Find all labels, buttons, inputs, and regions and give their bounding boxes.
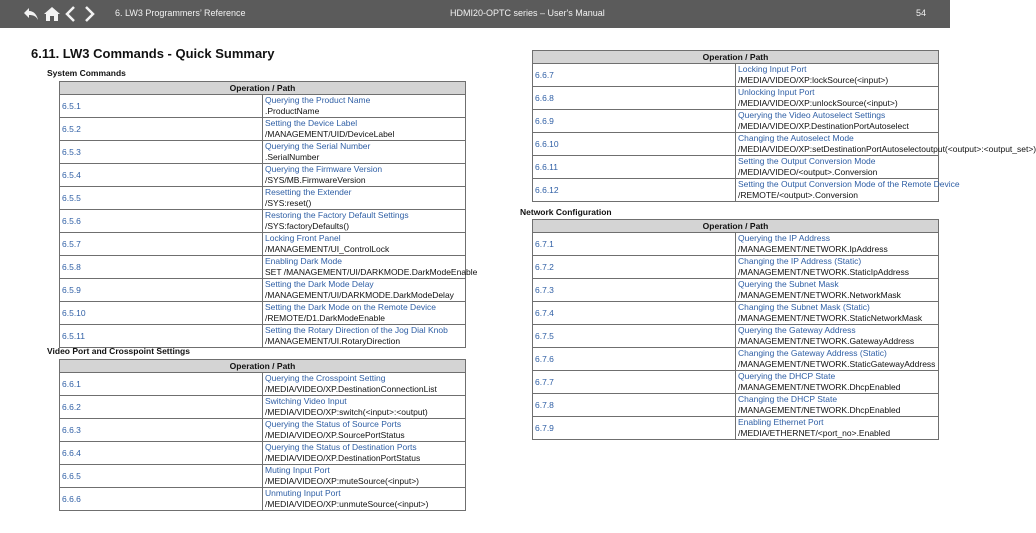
operation-cell (736, 256, 939, 279)
section-number[interactable]: 6.5.11 (60, 325, 263, 348)
column-header: Operation / Path (533, 51, 939, 64)
section-number[interactable]: 6.5.3 (60, 141, 263, 164)
table-row (533, 279, 939, 302)
table-row (533, 348, 939, 371)
table-row (60, 442, 466, 465)
section-title: 6.11. LW3 Commands - Quick Summary (31, 46, 275, 61)
command-path: .SerialNumber (265, 152, 320, 162)
operation-link[interactable]: Querying the IP Address (738, 233, 830, 243)
command-path: /MEDIA/VIDEO/XP.DestinationPortAutoselect (738, 121, 909, 131)
table-row (533, 325, 939, 348)
operation-link[interactable]: Restoring the Factory Default Settings (265, 210, 409, 220)
table-row (60, 141, 466, 164)
command-path: /MEDIA/VIDEO/XP.DestinationPortStatus (265, 453, 421, 463)
operation-link[interactable]: Unlocking Input Port (738, 87, 815, 97)
section-number[interactable]: 6.5.9 (60, 279, 263, 302)
table-row (60, 465, 466, 488)
operation-cell (263, 465, 466, 488)
operation-cell (263, 118, 466, 141)
operation-cell (736, 371, 939, 394)
command-path: /MANAGEMENT/NETWORK.StaticGatewayAddress (738, 359, 936, 369)
operation-cell (263, 442, 466, 465)
operation-link[interactable]: Querying the Serial Number (265, 141, 371, 151)
section-number[interactable]: 6.7.7 (533, 371, 736, 394)
command-path: /MEDIA/VIDEO/XP:setDestinationPortAutoselectoutput(<output>:<output_set>) (738, 144, 1036, 154)
table-row (60, 233, 466, 256)
section-number[interactable]: 6.6.9 (533, 110, 736, 133)
table-row (60, 396, 466, 419)
operation-link[interactable]: Locking Input Port (738, 64, 807, 74)
column-header: Operation / Path (60, 360, 466, 373)
operation-link[interactable]: Setting the Device Label (265, 118, 358, 128)
command-path: /MEDIA/VIDEO/XP.DestinationConnectionList (265, 384, 437, 394)
operation-link[interactable]: Setting the Output Conversion Mode (738, 156, 876, 166)
section-number[interactable]: 6.6.4 (60, 442, 263, 465)
operation-cell (263, 373, 466, 396)
operation-link[interactable]: Changing the IP Address (Static) (738, 256, 862, 266)
operation-link[interactable]: Querying the Subnet Mask (738, 279, 839, 289)
command-path: /MANAGEMENT/NETWORK.IpAddress (738, 244, 888, 254)
command-path: /REMOTE/<output>.Conversion (738, 190, 859, 200)
video-settings-table (59, 359, 466, 511)
table-row (60, 419, 466, 442)
command-path: /MANAGEMENT/UID/DeviceLabel (265, 129, 395, 139)
table-row (533, 87, 939, 110)
operation-link[interactable]: Changing the Autoselect Mode (738, 133, 854, 143)
operation-cell (263, 210, 466, 233)
table-row (60, 256, 466, 279)
table-row (533, 233, 939, 256)
operation-cell (263, 141, 466, 164)
section-number[interactable]: 6.6.10 (533, 133, 736, 156)
operation-cell (736, 417, 939, 440)
command-path: /MEDIA/VIDEO/<output>.Conversion (738, 167, 878, 177)
section-number[interactable]: 6.6.6 (60, 488, 263, 511)
section-number[interactable]: 6.5.8 (60, 256, 263, 279)
network-configuration-title: Network Configuration (520, 207, 612, 217)
table-row (533, 179, 939, 202)
table-row (533, 302, 939, 325)
operation-cell (736, 233, 939, 256)
operation-link[interactable]: Resetting the Extender (265, 187, 352, 197)
column-header: Operation / Path (60, 82, 466, 95)
operation-cell (263, 164, 466, 187)
operation-cell (263, 325, 466, 348)
operation-link[interactable]: Querying the Firmware Version (265, 164, 383, 174)
operation-link[interactable]: Enabling Ethernet Port (738, 417, 824, 427)
return-icon[interactable] (22, 5, 40, 23)
operation-link[interactable]: Changing the Gateway Address (Static) (738, 348, 887, 358)
table-row (60, 488, 466, 511)
section-number[interactable]: 6.6.11 (533, 156, 736, 179)
operation-link[interactable]: Locking Front Panel (265, 233, 341, 243)
operation-cell (736, 279, 939, 302)
section-number[interactable]: 6.5.2 (60, 118, 263, 141)
command-path: /MEDIA/VIDEO/XP:muteSource(<input>) (265, 476, 420, 486)
command-path: /MANAGEMENT/UI_ControlLock (265, 244, 390, 254)
section-number[interactable]: 6.6.7 (533, 64, 736, 87)
command-path: /MANAGEMENT/NETWORK.GatewayAddress (738, 336, 915, 346)
operation-cell (263, 233, 466, 256)
section-number[interactable]: 6.6.1 (60, 373, 263, 396)
operation-link[interactable]: Setting the Dark Mode Delay (265, 279, 374, 289)
command-path: /MANAGEMENT/NETWORK.StaticIpAddress (738, 267, 909, 277)
command-path: /MEDIA/VIDEO/XP:unlockSource(<input>) (738, 98, 898, 108)
command-path: /MEDIA/VIDEO/XP:lockSource(<input>) (738, 75, 889, 85)
breadcrumb[interactable]: 6. LW3 Programmers’ Reference (115, 8, 246, 18)
section-number[interactable]: 6.7.5 (533, 325, 736, 348)
table-row (533, 371, 939, 394)
table-row (60, 325, 466, 348)
previous-page-icon[interactable] (64, 5, 82, 23)
system-commands-table (59, 81, 478, 348)
command-path: /MANAGEMENT/NETWORK.DhcpEnabled (738, 382, 901, 392)
operation-cell (263, 488, 466, 511)
command-path: /REMOTE/D1.DarkModeEnable (265, 313, 385, 323)
operation-cell (736, 179, 960, 202)
command-path: .ProductName (265, 106, 320, 116)
section-number[interactable]: 6.5.1 (60, 95, 263, 118)
operation-cell (736, 302, 939, 325)
table-row (533, 110, 939, 133)
table-row (60, 118, 466, 141)
section-number[interactable]: 6.6.5 (60, 465, 263, 488)
operation-cell (736, 64, 939, 87)
operation-link[interactable]: Querying the Product Name (265, 95, 371, 105)
section-number[interactable]: 6.6.2 (60, 396, 263, 419)
section-number[interactable]: 6.7.1 (533, 233, 736, 256)
section-number[interactable]: 6.5.7 (60, 233, 263, 256)
command-path: /MANAGEMENT/UI.RotaryDirection (265, 336, 401, 346)
operation-link[interactable]: Muting Input Port (265, 465, 330, 475)
section-number[interactable]: 6.7.2 (533, 256, 736, 279)
operation-cell (736, 325, 939, 348)
operation-link[interactable]: Querying the Status of Destination Ports (265, 442, 417, 452)
command-path: /MANAGEMENT/NETWORK.NetworkMask (738, 290, 901, 300)
command-path: /SYS:reset() (265, 198, 312, 208)
section-number[interactable]: 6.7.6 (533, 348, 736, 371)
section-number[interactable]: 6.7.8 (533, 394, 736, 417)
operation-link[interactable]: Unmuting Input Port (265, 488, 341, 498)
operation-cell (263, 279, 466, 302)
section-number[interactable]: 6.5.5 (60, 187, 263, 210)
table-row (533, 156, 939, 179)
video-settings-table-continued (532, 50, 1036, 202)
section-number[interactable]: 6.6.12 (533, 179, 736, 202)
operation-cell (263, 419, 466, 442)
operation-link[interactable]: Changing the DHCP State (738, 394, 838, 404)
operation-cell (736, 87, 939, 110)
table-row (533, 394, 939, 417)
operation-cell (736, 394, 939, 417)
operation-link[interactable]: Setting the Rotary Direction of the Jog Dial Knob (265, 325, 448, 335)
operation-cell (736, 133, 1036, 156)
operation-cell (263, 256, 478, 279)
operation-cell (263, 396, 466, 419)
operation-cell (263, 187, 466, 210)
table-row (60, 164, 466, 187)
section-number[interactable]: 6.6.8 (533, 87, 736, 110)
command-path: /SYS:factoryDefaults() (265, 221, 350, 231)
section-number[interactable]: 6.6.3 (60, 419, 263, 442)
next-page-icon[interactable] (82, 5, 100, 23)
operation-link[interactable]: Querying the DHCP State (738, 371, 836, 381)
video-settings-title: Video Port and Crosspoint Settings (47, 346, 190, 356)
operation-link[interactable]: Switching Video Input (265, 396, 347, 406)
operation-link[interactable]: Enabling Dark Mode (265, 256, 343, 266)
command-path: /MEDIA/ETHERNET/<port_no>.Enabled (738, 428, 891, 438)
command-path: /MANAGEMENT/NETWORK.StaticNetworkMask (738, 313, 923, 323)
section-number[interactable]: 6.7.4 (533, 302, 736, 325)
command-path: /MEDIA/VIDEO/XP:unmuteSource(<input>) (265, 499, 429, 509)
table-row (60, 187, 466, 210)
operation-link[interactable]: Changing the Subnet Mask (Static) (738, 302, 870, 312)
network-configuration-table (532, 219, 939, 440)
table-row (533, 64, 939, 87)
table-row (60, 302, 466, 325)
table-row (533, 417, 939, 440)
page-number: 54 (916, 8, 927, 18)
operation-cell (263, 95, 466, 118)
operation-cell (736, 348, 939, 371)
home-icon[interactable] (43, 5, 61, 23)
section-number[interactable]: 6.5.4 (60, 164, 263, 187)
section-number[interactable]: 6.5.6 (60, 210, 263, 233)
command-path: /SYS/MB.FirmwareVersion (265, 175, 366, 185)
operation-link[interactable]: Querying the Status of Source Ports (265, 419, 402, 429)
table-row (533, 256, 939, 279)
system-commands-title: System Commands (47, 68, 126, 78)
table-row (60, 95, 466, 118)
operation-link[interactable]: Setting the Dark Mode on the Remote Device (265, 302, 437, 312)
column-header: Operation / Path (533, 220, 939, 233)
command-path: /MEDIA/VIDEO/XP:switch(<input>:<output) (265, 407, 428, 417)
command-path: /MANAGEMENT/UI/DARKMODE.DarkModeDelay (265, 290, 454, 300)
operation-cell (736, 110, 939, 133)
section-number[interactable]: 6.7.3 (533, 279, 736, 302)
operation-cell (263, 302, 466, 325)
command-path: SET /MANAGEMENT/UI/DARKMODE.DarkModeEnable (265, 267, 478, 277)
operation-link[interactable]: Querying the Video Autoselect Settings (738, 110, 886, 120)
section-number[interactable]: 6.7.9 (533, 417, 736, 440)
document-title: HDMI20-OPTC series – User's Manual (450, 8, 605, 18)
table-row (60, 373, 466, 396)
operation-link[interactable]: Querying the Crosspoint Setting (265, 373, 386, 383)
command-path: /MEDIA/VIDEO/XP.SourcePortStatus (265, 430, 405, 440)
operation-link[interactable]: Setting the Output Conversion Mode of the Remote Device (738, 179, 960, 189)
table-row (60, 279, 466, 302)
table-row (60, 210, 466, 233)
command-path: /MANAGEMENT/NETWORK.DhcpEnabled (738, 405, 901, 415)
operation-cell (736, 156, 939, 179)
table-row (533, 133, 939, 156)
operation-link[interactable]: Querying the Gateway Address (738, 325, 856, 335)
section-number[interactable]: 6.5.10 (60, 302, 263, 325)
top-navigation-bar (0, 0, 950, 28)
